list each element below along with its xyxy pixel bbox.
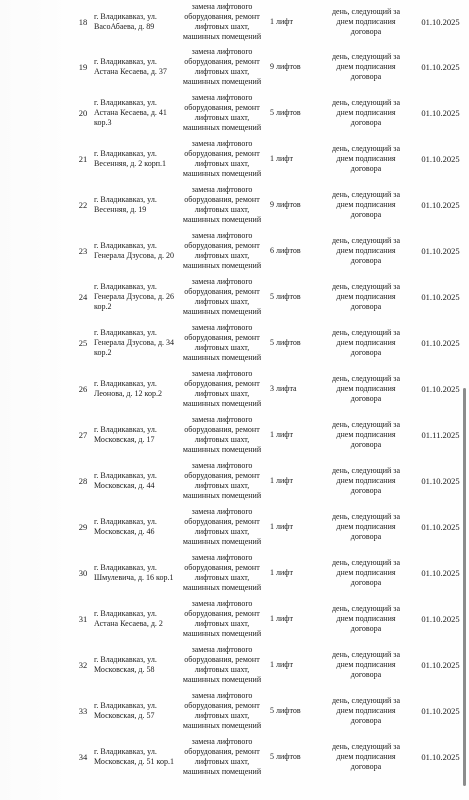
work-type-cell: замена лифтового оборудования, ремонт лифтовых шахт, машинных помещений [182, 2, 262, 41]
deadline-date-cell: 01.11.2025 [421, 430, 460, 440]
deadline-date-cell: 01.10.2025 [421, 200, 460, 210]
deadline-date-cell: 01.10.2025 [421, 522, 460, 532]
table-row [74, 550, 469, 596]
lift-count-cell: 1 лифт [270, 430, 293, 439]
work-type-cell: замена лифтового оборудования, ремонт лифтовых шахт, машинных помещений [182, 139, 262, 178]
lift-count-cell: 9 лифтов [270, 200, 301, 209]
work-type-cell: замена лифтового оборудования, ремонт лифтовых шахт, машинных помещений [182, 599, 262, 638]
deadline-date-cell: 01.10.2025 [421, 384, 460, 394]
lift-count-cell: 1 лифт [270, 154, 293, 163]
address-cell: г. Владикавказ, ул. Генерала Дзусова, д. 20 [94, 241, 175, 260]
lift-count-cell: 1 лифт [270, 522, 293, 531]
work-type-cell: замена лифтового оборудования, ремонт лифтовых шахт, машинных помещений [182, 691, 262, 730]
table-row [74, 228, 469, 274]
lift-count-cell: 1 лифт [270, 17, 293, 26]
lift-replacement-table [74, 0, 469, 780]
lift-count-cell: 1 лифт [270, 614, 293, 623]
table-row [74, 90, 469, 136]
address-cell: г. Владикавказ, ул. Шмулевича, д. 16 кор.1 [94, 563, 174, 582]
start-term-cell: день, следующий за днем подписания договора [331, 466, 401, 495]
deadline-date-cell: 01.10.2025 [421, 660, 460, 670]
work-type-cell: замена лифтового оборудования, ремонт лифтовых шахт, машинных помещений [182, 415, 262, 454]
table-row [74, 596, 469, 642]
deadline-date-cell: 01.10.2025 [421, 246, 460, 256]
row-number: 29 [78, 522, 88, 532]
row-number: 18 [78, 17, 88, 27]
start-term-cell: день, следующий за днем подписания договора [331, 98, 401, 127]
address-cell: г. Владикавказ, ул. Весенняя, д. 19 [94, 195, 157, 214]
work-type-cell: замена лифтового оборудования, ремонт лифтовых шахт, машинных помещений [182, 47, 262, 86]
start-term-cell: день, следующий за днем подписания договора [331, 420, 401, 449]
lift-count-cell: 6 лифтов [270, 246, 301, 255]
lift-count-cell: 5 лифтов [270, 706, 301, 715]
address-cell: г. Владикавказ, ул. Весенняя, д. 2 корп.1 [94, 149, 167, 168]
start-term-cell: день, следующий за днем подписания договора [331, 650, 401, 679]
work-type-cell: замена лифтового оборудования, ремонт лифтовых шахт, машинных помещений [182, 185, 262, 224]
table-row [74, 274, 469, 320]
page-margin [0, 0, 74, 800]
table-row [74, 320, 469, 366]
row-number: 25 [78, 338, 88, 348]
start-term-cell: день, следующий за днем подписания договора [331, 328, 401, 357]
deadline-date-cell: 01.10.2025 [421, 568, 460, 578]
work-type-cell: замена лифтового оборудования, ремонт лифтовых шахт, машинных помещений [182, 737, 262, 776]
table-row [74, 136, 469, 182]
lift-count-cell: 5 лифтов [270, 292, 301, 301]
work-type-cell: замена лифтового оборудования, ремонт лифтовых шахт, машинных помещений [182, 645, 262, 684]
table-row [74, 366, 469, 412]
table-row [74, 504, 469, 550]
table-row [74, 44, 469, 90]
deadline-date-cell: 01.10.2025 [421, 752, 460, 762]
row-number: 33 [78, 706, 88, 716]
address-cell: г. Владикавказ, ул. Московская, д. 17 [94, 425, 157, 444]
document-table-container [74, 0, 469, 800]
work-type-cell: замена лифтового оборудования, ремонт лифтовых шахт, машинных помещений [182, 461, 262, 500]
address-cell: г. Владикавказ, ул. Генерала Дзусова, д. 34 кор.2 [94, 328, 175, 357]
start-term-cell: день, следующий за днем подписания договора [331, 190, 401, 219]
table-row [74, 688, 469, 734]
table-row [74, 412, 469, 458]
lift-count-cell: 3 лифта [270, 384, 297, 393]
row-number: 28 [78, 476, 88, 486]
start-term-cell: день, следующий за днем подписания договора [331, 236, 401, 265]
address-cell: г. Владикавказ, ул. Генерала Дзусова, д. 26 кор.2 [94, 282, 175, 311]
start-term-cell: день, следующий за днем подписания договора [331, 512, 401, 541]
start-term-cell: день, следующий за днем подписания договора [331, 558, 401, 587]
row-number: 31 [78, 614, 88, 624]
start-term-cell: день, следующий за днем подписания договора [331, 7, 401, 36]
row-number: 27 [78, 430, 88, 440]
start-term-cell: день, следующий за днем подписания договора [331, 144, 401, 173]
start-term-cell: день, следующий за днем подписания договора [331, 742, 401, 771]
scrollbar[interactable] [463, 388, 466, 786]
table-row [74, 0, 469, 44]
address-cell: г. Владикавказ, ул. Московская, д. 46 [94, 517, 157, 536]
lift-count-cell: 5 лифтов [270, 338, 301, 347]
lift-count-cell: 9 лифтов [270, 62, 301, 71]
work-type-cell: замена лифтового оборудования, ремонт лифтовых шахт, машинных помещений [182, 507, 262, 546]
address-cell: г. Владикавказ, ул. Астана Кесаева, д. 2 [94, 609, 163, 628]
table-row [74, 182, 469, 228]
deadline-date-cell: 01.10.2025 [421, 476, 460, 486]
address-cell: г. Владикавказ, ул. Леонова, д. 12 кор.2 [94, 379, 162, 398]
work-type-cell: замена лифтового оборудования, ремонт лифтовых шахт, машинных помещений [182, 231, 262, 270]
lift-count-cell: 1 лифт [270, 660, 293, 669]
start-term-cell: день, следующий за днем подписания договора [331, 52, 401, 81]
deadline-date-cell: 01.10.2025 [421, 17, 460, 27]
deadline-date-cell: 01.10.2025 [421, 154, 460, 164]
row-number: 32 [78, 660, 88, 670]
lift-count-cell: 1 лифт [270, 568, 293, 577]
work-type-cell: замена лифтового оборудования, ремонт лифтовых шахт, машинных помещений [182, 277, 262, 316]
start-term-cell: день, следующий за днем подписания договора [331, 604, 401, 633]
work-type-cell: замена лифтового оборудования, ремонт лифтовых шахт, машинных помещений [182, 369, 262, 408]
deadline-date-cell: 01.10.2025 [421, 292, 460, 302]
address-cell: г. Владикавказ, ул. Московская, д. 58 [94, 655, 157, 674]
address-cell: г. Владикавказ, ул. ВасоАбаева, д. 89 [94, 12, 157, 31]
row-number: 21 [78, 154, 88, 164]
table-row [74, 458, 469, 504]
address-cell: г. Владикавказ, ул. Астана Кесаева, д. 37 [94, 57, 167, 76]
lift-count-cell: 1 лифт [270, 476, 293, 485]
start-term-cell: день, следующий за днем подписания договора [331, 374, 401, 403]
table-row [74, 734, 469, 780]
address-cell: г. Владикавказ, ул. Московская, д. 51 кор.1 [94, 747, 174, 766]
deadline-date-cell: 01.10.2025 [421, 108, 460, 118]
row-number: 19 [78, 62, 88, 72]
row-number: 20 [78, 108, 88, 118]
address-cell: г. Владикавказ, ул. Астана Кесаева, д. 41 кор.3 [94, 98, 167, 127]
deadline-date-cell: 01.10.2025 [421, 706, 460, 716]
row-number: 34 [78, 752, 88, 762]
row-number: 26 [78, 384, 88, 394]
work-type-cell: замена лифтового оборудования, ремонт лифтовых шахт, машинных помещений [182, 553, 262, 592]
address-cell: г. Владикавказ, ул. Московская, д. 57 [94, 701, 157, 720]
row-number: 30 [78, 568, 88, 578]
work-type-cell: замена лифтового оборудования, ремонт лифтовых шахт, машинных помещений [182, 93, 262, 132]
start-term-cell: день, следующий за днем подписания договора [331, 282, 401, 311]
lift-count-cell: 5 лифтов [270, 108, 301, 117]
table-row [74, 642, 469, 688]
row-number: 22 [78, 200, 88, 210]
lift-count-cell: 5 лифтов [270, 752, 301, 761]
row-number: 23 [78, 246, 88, 256]
deadline-date-cell: 01.10.2025 [421, 62, 460, 72]
row-number: 24 [78, 292, 88, 302]
start-term-cell: день, следующий за днем подписания договора [331, 696, 401, 725]
address-cell: г. Владикавказ, ул. Московская, д. 44 [94, 471, 157, 490]
deadline-date-cell: 01.10.2025 [421, 338, 460, 348]
table-body [74, 0, 469, 780]
deadline-date-cell: 01.10.2025 [421, 614, 460, 624]
work-type-cell: замена лифтового оборудования, ремонт лифтовых шахт, машинных помещений [182, 323, 262, 362]
